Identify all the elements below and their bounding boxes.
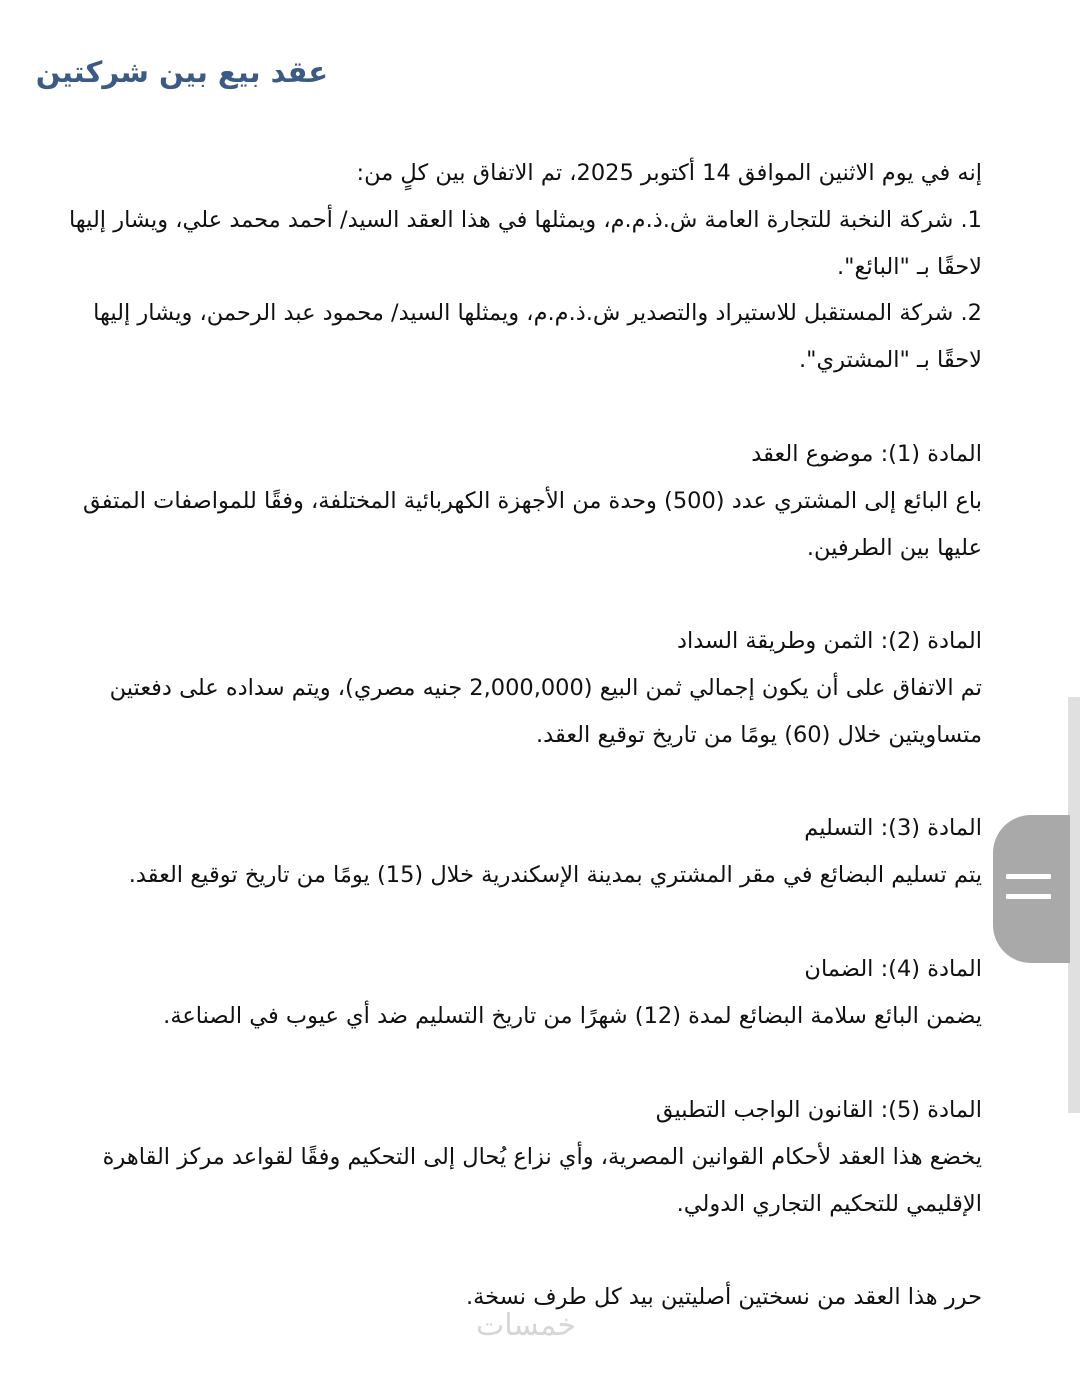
article-3-heading: المادة (3): التسليم (804, 815, 982, 841)
article-5-text-continuation: الإقليمي للتحكيم التجاري الدولي. (676, 1191, 982, 1217)
article-4-heading: المادة (4): الضمان (804, 956, 982, 982)
article-5-heading: المادة (5): القانون الواجب التطبيق (655, 1097, 982, 1123)
watermark-logo: خمسات (476, 1308, 577, 1343)
article-4-text: يضمن البائع سلامة البضائع لمدة (12) شهرًا من تاريخ التسليم ضد أي عيوب في الصناعة. (163, 1003, 982, 1029)
article-2-heading: المادة (2): الثمن وطريقة السداد (676, 628, 982, 654)
article-3-text: يتم تسليم البضائع في مقر المشتري بمدينة الإسكندرية خلال (15) يومًا من تاريخ توقيع العقد. (128, 862, 982, 888)
drag-handle-icon (1006, 874, 1051, 879)
party-2-line: 2. شركة المستقبل للاستيراد والتصدير ش.ذ.م.م، ويمثلها السيد/ محمود عبد الرحمن، ويشار إليها (93, 300, 982, 326)
party-1-continuation: لاحقًا بـ "البائع". (837, 254, 982, 280)
document-title: عقد بيع بين شركتين (35, 55, 328, 89)
article-1-heading: المادة (1): موضوع العقد (751, 441, 982, 467)
article-2-text: تم الاتفاق على أن يكون إجمالي ثمن البيع (2,000,000 جنيه مصري)، ويتم سداده على دفعتين (109, 675, 982, 701)
drag-handle-icon (1006, 894, 1051, 899)
article-1-text: باع البائع إلى المشتري عدد (500) وحدة من الأجهزة الكهربائية المختلفة، وفقًا للمواصفات المتفق (82, 488, 982, 514)
article-5-text: يخضع هذا العقد لأحكام القوانين المصرية، وأي نزاع يُحال إلى التحكيم وفقًا لقواعد مركز القاهرة (102, 1144, 982, 1170)
closing-line: حرر هذا العقد من نسختين أصليتين بيد كل طرف نسخة. (465, 1284, 982, 1310)
article-1-text-continuation: عليها بين الطرفين. (806, 535, 982, 561)
fast-scroll-handle[interactable] (993, 815, 1070, 963)
party-2-continuation: لاحقًا بـ "المشتري". (799, 347, 982, 373)
party-1-line: 1. شركة النخبة للتجارة العامة ش.ذ.م.م، ويمثلها في هذا العقد السيد/ أحمد محمد علي، ويشار إليها (68, 207, 982, 233)
intro-line: إنه في يوم الاثنين الموافق 14 أكتوبر 2025، تم الاتفاق بين كلٍ من: (356, 160, 982, 186)
article-2-text-continuation: متساويتين خلال (60) يومًا من تاريخ توقيع العقد. (535, 722, 982, 748)
